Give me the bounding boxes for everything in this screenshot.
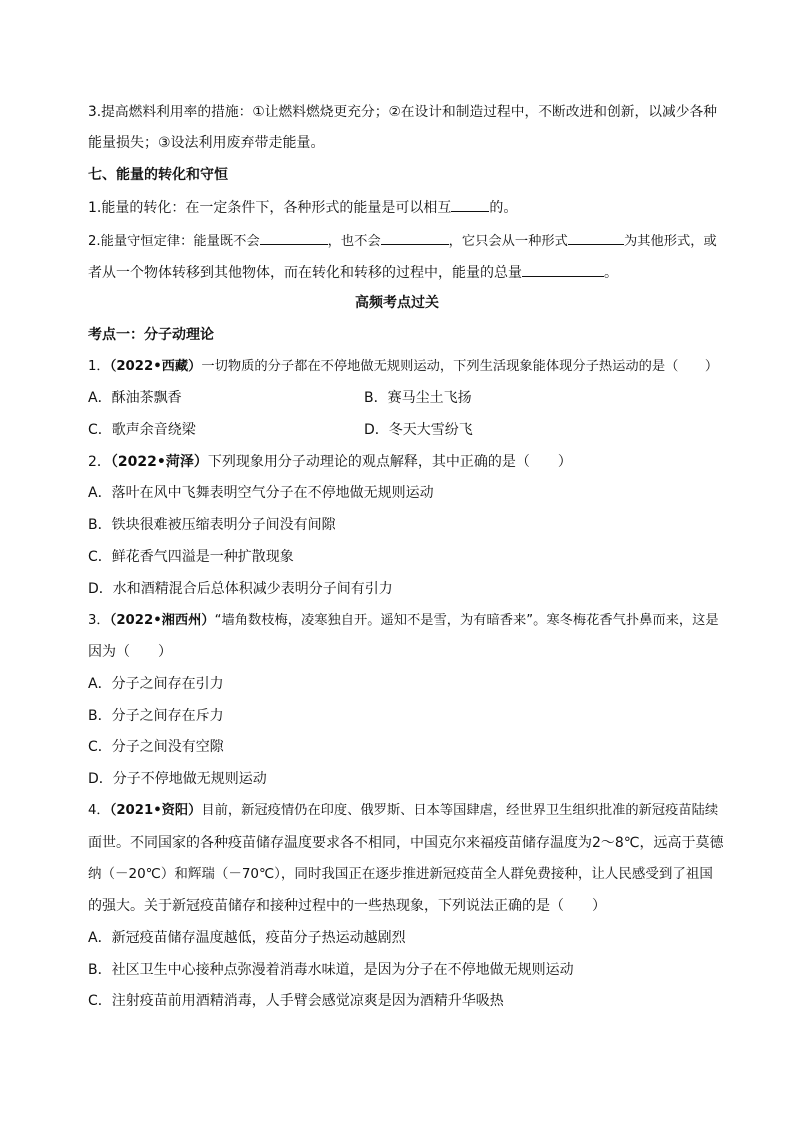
q2-option-b: B．铁块很难被压缩表明分子间没有间隙	[88, 517, 336, 533]
fill-blank	[568, 229, 624, 245]
question-number: 3．	[88, 613, 110, 628]
question-4-stem-line3: 纳（－20℃）和辉瑞（－70℃），同时我国正在逐步推进新冠疫苗全人群免费接种，让人民感受到了祖国	[88, 866, 713, 882]
q2-option-d: D．水和酒精混合后总体积减少表明分子间有引力	[88, 581, 393, 597]
sec7-item1-text: 1.能量的转化：在一定条件下，各种形式的能量是可以相互	[88, 200, 452, 216]
q1-option-d: D．冬天大雪纷飞	[364, 422, 473, 438]
q1-option-c: C．歌声余音绕梁	[88, 422, 196, 438]
question-text: 下列现象用分子动理论的观点解释，其中正确的是（ ）	[207, 454, 572, 470]
sec7-item2-line1	[88, 229, 717, 252]
question-source: （2022•菏泽）	[110, 454, 208, 470]
question-number: 1．	[88, 359, 110, 374]
sec7-item2-text-b: ，也不会	[327, 234, 381, 249]
q4-option-b: B．社区卫生中心接种点弥漫着消毒水味道，是因为分子在不停地做无规则运动	[88, 962, 574, 978]
question-3-stem-cont: 因为（ ）	[88, 644, 172, 660]
question-3-stem	[88, 611, 719, 631]
sec7-item2-text-f: 。	[604, 265, 618, 281]
question-number: 2．	[88, 454, 111, 470]
q2-option-a: A．落叶在风中飞舞表明空气分子在不停地做无规则运动	[88, 485, 434, 501]
fill-blank	[260, 229, 328, 245]
question-4-stem-line2: 面世。不同国家的各种疫苗储存温度要求各不相同，中国克尔来福疫苗储存温度为2～8℃，远高于莫德	[88, 835, 724, 851]
question-source: （2021•资阳）	[109, 803, 202, 818]
sec6-item3-line1: 3.提高燃料利用率的措施：①让燃料燃烧更充分；②在设计和制造过程中，不断改进和创新，以减少各种	[88, 104, 718, 120]
question-1-stem	[88, 357, 718, 377]
question-2-stem	[88, 452, 572, 472]
question-4-stem	[88, 801, 718, 821]
question-source: （2022•湘西州）	[109, 613, 215, 628]
topic-heading: 考点一：分子动理论	[88, 327, 214, 343]
q1-option-b: B．赛马尘土飞扬	[364, 390, 472, 406]
q3-option-c: C．分子之间没有空隙	[88, 739, 224, 755]
question-4-stem-line4: 的强大。关于新冠疫苗储存和接种过程中的一些热现象，下列说法正确的是（ ）	[88, 898, 606, 914]
section-title: 高频考点过关	[355, 295, 439, 311]
sec7-item2-text-d: 为其他形式，或	[623, 234, 717, 249]
q3-option-b: B．分子之间存在斥力	[88, 708, 224, 724]
q4-option-c: C．注射疫苗前用酒精消毒，人手臂会感觉凉爽是因为酒精升华吸热	[88, 993, 504, 1009]
question-text: 目前，新冠疫情仍在印度、俄罗斯、日本等国肆虐，经世界卫生组织批准的新冠疫苗陆续	[201, 803, 719, 818]
sec7-item2-text-e: 者从一个物体转移到其他物体，而在转化和转移的过程中，能量的总量	[88, 265, 522, 281]
question-text: “墙角数枝梅，凌寒独自开。遥知不是雪，为有暗香来”。寒冬梅花香气扑鼻而来，这是	[214, 613, 719, 628]
q3-option-d: D．分子不停地做无规则运动	[88, 771, 267, 787]
sec7-item2-line2	[88, 261, 618, 283]
sec7-item1-tail: 的。	[489, 200, 518, 216]
sec7-item2-text-c: ，它只会从一种形式	[448, 234, 568, 249]
q3-option-a: A．分子之间存在引力	[88, 676, 224, 692]
fill-blank	[522, 261, 604, 277]
q4-option-a: A．新冠疫苗储存温度越低，疫苗分子热运动越剧烈	[88, 930, 406, 946]
sec7-item2-text-a: 2.能量守恒定律：能量既不会	[88, 234, 260, 249]
section7-heading: 七、能量的转化和守恒	[88, 167, 228, 183]
q2-option-c: C．鲜花香气四溢是一种扩散现象	[88, 549, 294, 565]
sec7-item1	[88, 196, 517, 218]
fill-blank	[381, 229, 449, 245]
fill-blank	[451, 196, 489, 212]
q1-option-a: A．酥油茶飘香	[88, 390, 182, 406]
sec6-item3-line2: 能量损失；③设法利用废弃带走能量。	[88, 135, 325, 151]
question-number: 4．	[88, 803, 110, 818]
question-source: （2022•西藏）	[109, 359, 202, 374]
question-text: 一切物质的分子都在不停地做无规则运动，下列生活现象能体现分子热运动的是（ ）	[201, 359, 719, 374]
